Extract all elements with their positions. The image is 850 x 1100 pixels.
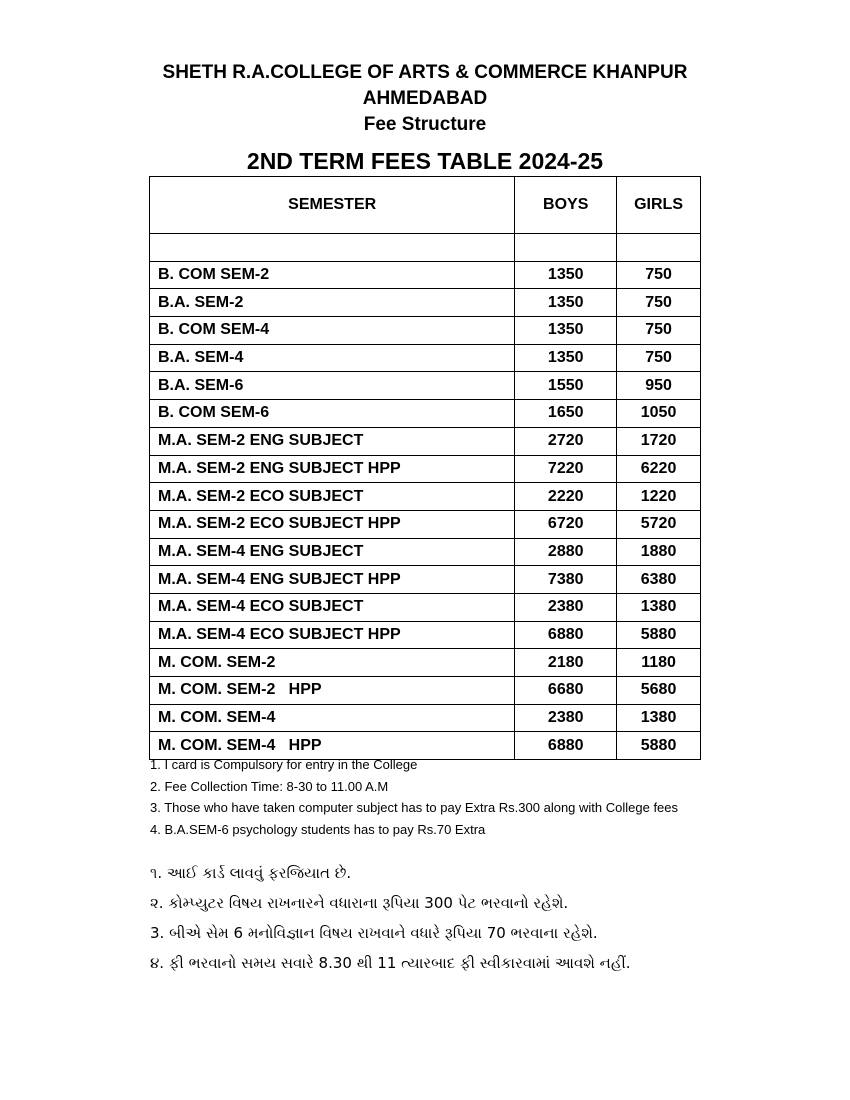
- note-item: 4. B.A.SEM-6 psychology students has to pay Rs.70 Extra: [150, 821, 486, 837]
- cell-girls: 1180: [617, 649, 701, 677]
- column-header-semester: SEMESTER: [150, 177, 515, 234]
- note-item: 3. Those who have taken computer subject has to pay Extra Rs.300 along with College fees: [150, 800, 679, 815]
- table-row: [150, 649, 701, 677]
- cell-boys: 2180: [515, 649, 617, 677]
- column-header-boys: BOYS: [515, 177, 617, 234]
- table-header-row: [150, 177, 701, 234]
- cell-semester: M. COM. SEM-2 HPP: [150, 677, 515, 705]
- table-row: [150, 677, 701, 705]
- table-row: [150, 344, 701, 372]
- cell-girls: 1380: [617, 593, 701, 621]
- cell-semester: M. COM. SEM-2: [150, 649, 515, 677]
- cell-boys: 1550: [515, 372, 617, 400]
- gujarati-notes: [150, 858, 631, 978]
- table-row: [150, 317, 701, 345]
- cell-semester: M.A. SEM-4 ENG SUBJECT: [150, 538, 515, 566]
- cell-boys: 6880: [515, 621, 617, 649]
- cell-girls: 1380: [617, 704, 701, 732]
- cell-semester: M.A. SEM-2 ENG SUBJECT HPP: [150, 455, 515, 483]
- cell-boys: 2720: [515, 427, 617, 455]
- fees-table: [149, 176, 701, 760]
- table-row: [150, 704, 701, 732]
- cell-girls: 5880: [617, 621, 701, 649]
- table-row: [150, 427, 701, 455]
- cell-girls: 1720: [617, 427, 701, 455]
- cell-semester: B. COM SEM-4: [150, 317, 515, 345]
- table-row: [150, 593, 701, 621]
- table-row: [150, 372, 701, 400]
- cell-girls: 1220: [617, 483, 701, 511]
- table-row: [150, 483, 701, 511]
- cell-girls: 750: [617, 289, 701, 317]
- cell-semester: B.A. SEM-6: [150, 372, 515, 400]
- cell-boys: 7220: [515, 455, 617, 483]
- table-row: [150, 455, 701, 483]
- cell-girls: 750: [617, 317, 701, 345]
- cell-semester: M.A. SEM-2 ENG SUBJECT: [150, 427, 515, 455]
- cell-girls: 5720: [617, 510, 701, 538]
- cell-boys: 2220: [515, 483, 617, 511]
- table-title: 2ND TERM FEES TABLE 2024-25: [246, 148, 604, 174]
- cell-semester: B.A. SEM-2: [150, 289, 515, 317]
- cell-boys: 1350: [515, 344, 617, 372]
- cell-girls: 750: [617, 261, 701, 289]
- table-row: [150, 289, 701, 317]
- cell-boys: 2880: [515, 538, 617, 566]
- college-name: SHETH R.A.COLLEGE OF ARTS & COMMERCE KHANPUR: [162, 62, 688, 83]
- cell-semester: M. COM. SEM-4: [150, 704, 515, 732]
- note-item-gujarati: ૨. કોમ્પ્યુટર વિષય રાખનારને વધારાના રૂપિયા 300 પેટ ભરવાનો રહેશે.: [150, 894, 569, 912]
- note-item-gujarati: ૪. ફી ભરવાનો સમય સવારે 8.30 થી 11 ત્યારબાદ ફી સ્વીકારવામાં આવશે નહીં.: [150, 954, 631, 972]
- cell-boys: 1350: [515, 261, 617, 289]
- college-city: AHMEDABAD: [362, 88, 488, 109]
- table-row: [150, 538, 701, 566]
- cell-semester: B. COM SEM-6: [150, 400, 515, 428]
- cell-boys: 1350: [515, 317, 617, 345]
- table-row: [150, 400, 701, 428]
- cell-boys: 2380: [515, 593, 617, 621]
- cell-girls: 6380: [617, 566, 701, 594]
- note-item: 1. I card is Compulsory for entry in the College: [150, 757, 418, 772]
- cell-boys: 6880: [515, 732, 617, 760]
- cell-girls: 950: [617, 372, 701, 400]
- column-header-girls: GIRLS: [617, 177, 701, 234]
- cell-girls: 5880: [617, 732, 701, 760]
- cell-semester: B. COM SEM-2: [150, 261, 515, 289]
- cell-boys: 1650: [515, 400, 617, 428]
- cell-boys: 6720: [515, 510, 617, 538]
- cell-semester: M.A. SEM-2 ECO SUBJECT: [150, 483, 515, 511]
- note-item: 2. Fee Collection Time: 8-30 to 11.00 A.M: [150, 778, 389, 794]
- cell-girls: 750: [617, 344, 701, 372]
- cell-girls: 6220: [617, 455, 701, 483]
- document-subtitle: Fee Structure: [363, 114, 487, 135]
- table-body: [150, 234, 701, 760]
- cell-girls: 1880: [617, 538, 701, 566]
- cell-girls: 5680: [617, 677, 701, 705]
- cell-boys: 6680: [515, 677, 617, 705]
- cell-boys: 7380: [515, 566, 617, 594]
- cell-girls: 1050: [617, 400, 701, 428]
- cell-semester: B.A. SEM-4: [150, 344, 515, 372]
- note-item-gujarati: 3. બીએ સેમ 6 મનોવિજ્ઞાન વિષય રાખવાને વધારે રૂપિયા 70 ભરવાના રહેશે.: [150, 924, 598, 942]
- cell-semester: M.A. SEM-2 ECO SUBJECT HPP: [150, 510, 515, 538]
- table-row: [150, 621, 701, 649]
- note-item-gujarati: ૧. આઈ કાર્ડ લાવવું ફરજિયાત છે.: [150, 864, 352, 882]
- cell-boys: 2380: [515, 704, 617, 732]
- english-notes: [150, 754, 678, 840]
- cell-semester: M.A. SEM-4 ECO SUBJECT: [150, 593, 515, 621]
- cell-semester: M. COM. SEM-4 HPP: [150, 732, 515, 760]
- table-row: [150, 261, 701, 289]
- table-row: [150, 566, 701, 594]
- table-row: [150, 510, 701, 538]
- cell-boys: 1350: [515, 289, 617, 317]
- cell-semester: M.A. SEM-4 ENG SUBJECT HPP: [150, 566, 515, 594]
- cell-semester: M.A. SEM-4 ECO SUBJECT HPP: [150, 621, 515, 649]
